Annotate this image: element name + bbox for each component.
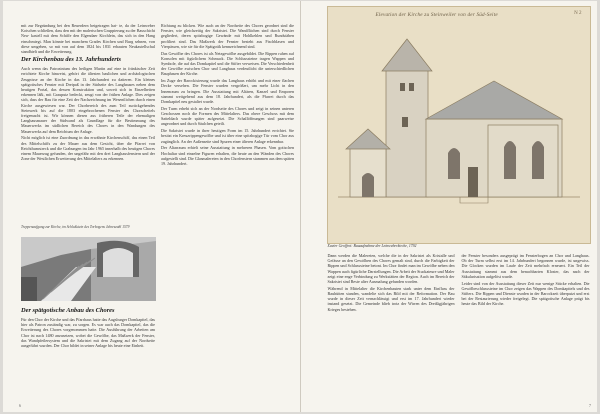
right-page [300, 1, 598, 412]
left-column [21, 23, 155, 163]
body-paragraph: Auch wenn das Patrozinium des heiligen Martin auf eine in fränkischer Zeit errichtete Kirche hinweist, gehört die ältesten baulichen und archäologischen Zeugnisse an der Kirche in das 13. Jahrhundert zu datieren. Ein kleines spätgotisches Fenster mit Dreipaß in der Südseite des Langhauses neben dem heutigen Portal, das dessen Konstruktion und, soweit sich in Einzelheiten erkennen läßt, mit Grauputz bedeckt, zeugt von der frühen Anlage. Dies zeigen sich, dass der Bau für eine Zeit der Nachzeichnung im Wesentlichen durch einen Kirche ausgewiesen war. Der Chorbereich des zum Teil zurückgehendes Steinwerk bis auf die 1803 eingebrochenen Fenster des Chorscheitels freigemacht ist. Wir können diesen aus früheren Teile der ehemaligen Langhausmauer der Südwand als Grundlage für die Bestimmung des Mauerwerks im südlichen Bereich des Chores in den Wandungen des Mauerwerks auf dem Reichtum der Anlage. [21, 66, 155, 134]
body-paragraph: der Fenster besonders ausgeprägt im Fensterbogen an Chor und Langhaus. Ob der Turm selbst erst im 14. Jahrhundert begonnen wurde, ist ungewiss. Die Glocken wurden im Laufe der Zeit mehrfach erneuert. Ein Teil der Ausstattung stammt aus dem benachbarten Kloster, das nach der Säkularisation aufgelöst wurde. [461, 253, 590, 279]
body-paragraph: Der Turm erhebt sich an der Nordseite des Chores und zeigt in seinen unteren Geschossen noch die Formen des Mittelalters. Das obere Geschoss mit dem Satteldach wurde später aufgesetzt. Die Schallöffnungen sind paarweise angeordnet und durch Säulchen geteilt. [161, 105, 294, 127]
body-paragraph: Richtung zu blicken. Wie auch an der Nordseite des Chores geordnet sind die Fenster, wie gleichzeitig der Sakristei. Die Wandflächen sind durch Fenster gegliedert, deren spitzbogige Gewände mit Hohlkehlen und Rundstäben profiliert sind. Das Maßwerk der Fenster besteht aus Fischblasen und Vierpässen, wie sie für die Spätgotik kennzeichnend sind. [161, 23, 294, 49]
church-elevation-drawing [328, 7, 590, 243]
page-number-right: 7 [589, 403, 591, 408]
right-column-b [462, 253, 590, 308]
section-heading: Der Kirchenbau des 13. Jahrhunderts [21, 56, 121, 64]
intro-text: mit zur Begründung bei den Reuerdern beigetragen hat- te, da der Leinweber Koischen schließen, dass den mit der malerischen Gruppierung zu der Bauschicht Neu- kastell mit dem Schiffe den Elgendaer Kirchlein, das sich in den Hang einschmiegt. Man könnte bei manchem Grades Kirchen und Burg sehnen, von diese umgehen, so mit von auf dem 1824 bis 1831 erbauten Neukastellschul standhielt und die Erweiterung. [21, 23, 155, 55]
book-spread [3, 1, 597, 412]
plate-caption: Xavier Geoffroi: Bauaufnahme der Leinweberkirche, 1792 [327, 244, 417, 248]
body-paragraph: Leider sind von der Ausstattung dieser Zeit nur wenige Stücke erhalten. Die Gewölbeschlusssteine im Chor zeigen das Wappen des Domkapitels und des Stifters. Die Rippen und Dienste wurden in der Barockzeit überputzt und erst bei der Restaurierung wieder freigelegt. Die spätgotische Anlage prägt bis heute das Bild der Kirche. [461, 280, 590, 307]
body-paragraph: Dann werden die Malereien, welche die in der Sakristei als Kristalle und Gefässe an den Gewölben des Chores gemalt sind, durch die Farbigkeit der Rippen und Schlusssteine betont. Im Chor findet man im Gewölbe neben den Wappen auch figürliche Darstellungen. Die Arbeit der Stuckateure und Maler zeigt eine enge Verbindung zu Werkstätten der Region. Auch im Bereich der Sakristei sind Reste alter Ausmalung gefunden worden. [327, 253, 455, 285]
body-paragraph: Für den Chor der Kirche und das Pfarrhaus hatte das Augsburger Domkapitel, das hier als Patron zuständig war, zu sorgen. Es war auch das Domkapitel, das die Erweiterung des Chores vorgenommen hatte. Die Ausführung der Arbeiten am Chor ist nach 1480 anzusetzen, wobei die Gewölbe, das Maßwerk der Fenster, das Wandpfeilersystem und die Sakristei mit dem Zugang auf der Nordseite ausgeführt wurden. Der Chor bildet in seiner Anlage bis heute eine Einheit. [21, 317, 155, 349]
body-paragraph: Die Sakristei wurde in ihrer heutigen Form im 15. Jahrhundert errichtet. Sie besitzt ein Kreuzrippengewölbe und ist über eine spitzbogige Tür vom Chor aus zugänglich. An der Außenseite sind Spuren einer älteren Anlage erkennbar. [161, 128, 294, 144]
section-heading: Der spätgotische Anbau des Chores [21, 307, 115, 314]
body-paragraph: Der Altarraum erhielt seine Ausstattung in mehreren Phasen. Vom gotischen Hochaltar sind einzelne Figuren erhalten, die heute an den Wänden des Chores aufgestellt sind. Die Glasmalereien in den Chorfenstern stammen aus dem späten 19. Jahrhundert. [161, 145, 294, 167]
body-paragraph: Das Gewölbe des Chores ist als Netzgewölbe ausgebildet. Die Rippen ruhen auf Konsolen mit figürlichem Schmuck. Die Schlusssteine tragen Wappen und Symbole, die auf das Domkapitel und die Stifter verweisen. Die Verschiedenheit der Gewölbe zwischen Chor und Langhaus verdeutlicht die unterschiedlichen Bauphasen der Kirche. [161, 50, 294, 77]
staircase-photo [21, 237, 156, 301]
body-paragraph: Während in Mittelalter die Kirchenbauten stark unter dem Einfluss der Bauhütten standen, wandelte sich das Bild mit der Reformation. Der Bau wurde in dieser Zeit vernachlässigt und erst im 17. Jahrhundert wieder instand gesetzt. Die Gemeinde blieb trotz der Wirren des Dreißigjährigen Krieges bestehen. [327, 285, 455, 312]
architectural-plate [327, 6, 591, 244]
middle-column [161, 23, 294, 168]
staircase-illustration [21, 237, 156, 301]
left-lower-column [21, 305, 155, 350]
body-paragraph: Nicht möglich ist eine Zuordnung in das erwähnte Kirchenschiff, das einen Teil des Mittelschiffs zu der Mauer aus dem Gesicht, über die Pfarrei von Reichthumstreck und die Grabungen im Jahr 1965 innerhalb des heutigen Chores einem Mauerzug gefunden, der ungefähr mit den drei Langhausfenstern und der Zone der Westlichen Erweiterung des Mittelalters zu erkennen. [21, 135, 155, 162]
page-number-left: 6 [19, 403, 21, 408]
plate-mark: N 2 [574, 11, 582, 16]
left-page [3, 1, 300, 412]
body-paragraph: Im Zuge der Barockisierung wurde das Langhaus erhöht und mit einer flachen Decke versehen. Die Fenster wurden vergrößert, um mehr Licht in den Innenraum zu bringen. Die Ausstattung mit Altären, Kanzel und Emporen stammt weitgehend aus dem 18. Jahrhundert, als die Pfarrei durch das Domkapitel neu gestaltet wurde. [161, 78, 294, 105]
right-column-a [328, 253, 455, 313]
photo-caption: Treppenaufgang zur Kirche, im Schlußstein des Torbogens Jahreszahl 1579 [21, 225, 130, 229]
plate-title: Elevation der Kirche zu Steinweiler von der Süd-Seite [375, 12, 498, 18]
